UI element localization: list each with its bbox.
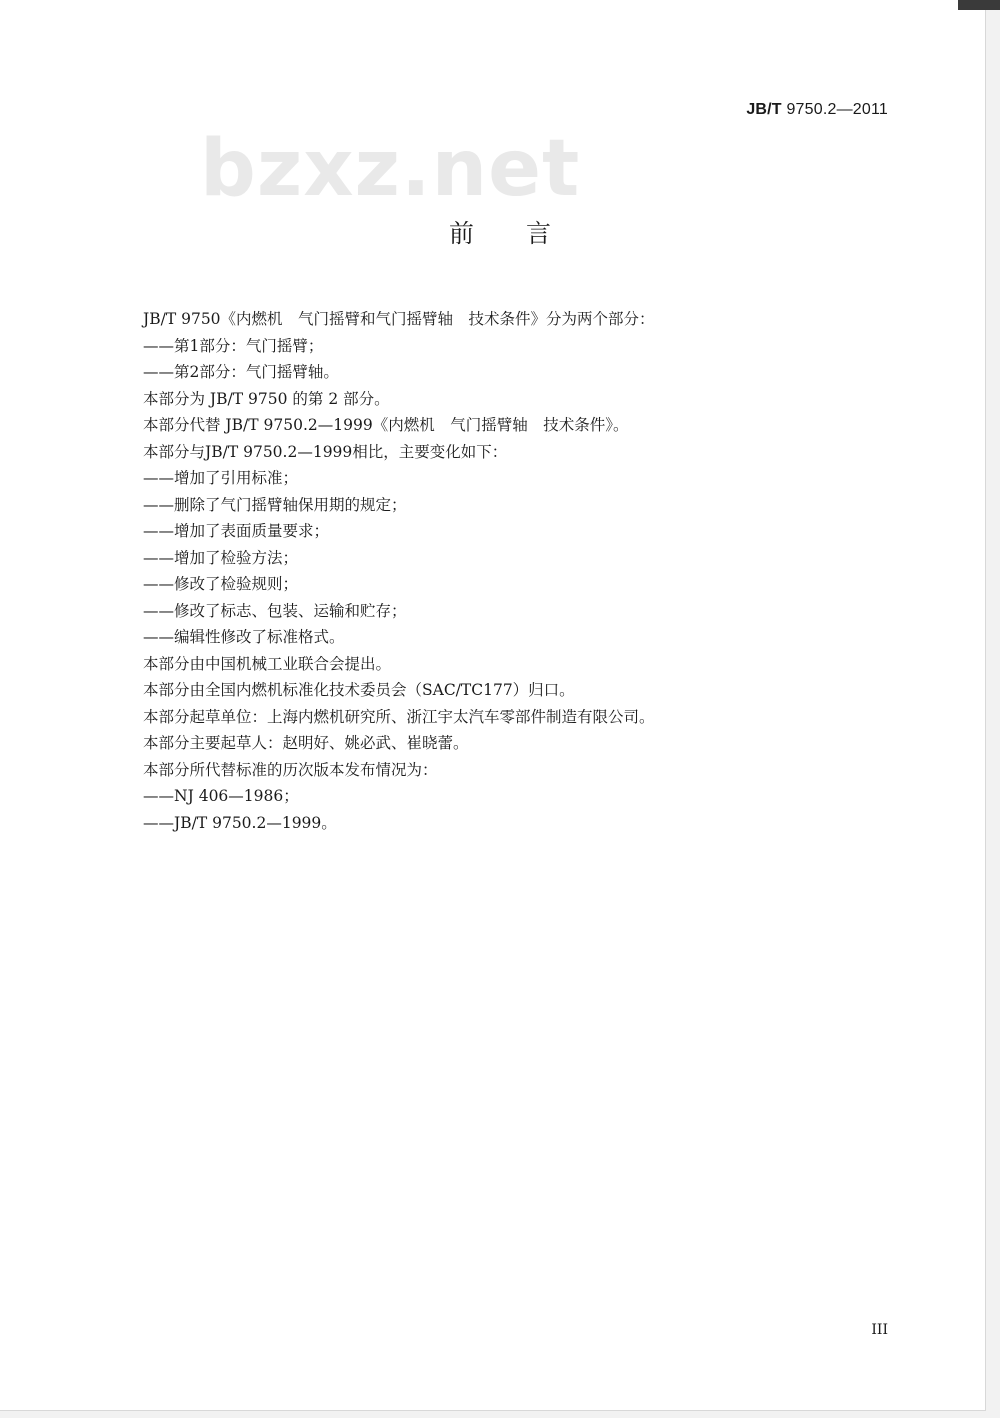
body-line: ——第1部分：气门摇臂； [143,336,324,355]
body-line: 本部分代替 JB/T 9750.2—1999《内燃机 气门摇臂轴 技术条件》。 [143,416,629,434]
body-line: ——修改了检验规则； [143,575,299,593]
body-line: ——第2部分：气门摇臂轴。 [143,363,339,381]
page-number: III [871,1322,888,1338]
body-line: 本部分主要起草人：赵明好、姚必武、崔晓蕾。 [143,734,469,752]
body-line: 本部分由中国机械工业联合会提出。 [143,654,392,673]
standard-code: 9750.2—2011 [781,101,888,118]
body-line: ——NJ 406—1986； [143,787,299,805]
body-line: JB/T 9750《内燃机 气门摇臂和气门摇臂轴 技术条件》分为两个部分： [143,310,655,328]
body-line: ——JB/T 9750.2—1999。 [143,813,337,832]
watermark: bzxz.net [200,124,581,214]
body-line: 本部分由全国内燃机标准化技术委员会（SAC/TC177）归口。 [143,681,575,699]
foreword-body [143,306,903,836]
body-line: ——修改了标志、包装、运输和贮存； [143,601,407,620]
body-line: ——删除了气门摇臂轴保用期的规定； [143,495,407,514]
page-title: 前言 [448,219,603,248]
corner-tab [958,0,1000,10]
body-line: 本部分为 JB/T 9750 的第 2 部分。 [143,389,390,408]
body-line: ——编辑性修改了标准格式。 [143,628,345,646]
standard-number [746,101,888,119]
body-line: 本部分与JB/T 9750.2—1999相比，主要变化如下： [143,442,508,461]
body-line: ——增加了引用标准； [143,469,299,487]
body-line: ——增加了表面质量要求； [143,522,330,540]
body-line: 本部分起草单位：上海内燃机研究所、浙江宇太汽车零部件制造有限公司。 [143,707,655,726]
body-line: 本部分所代替标准的历次版本发布情况为： [143,760,438,779]
body-line: ——增加了检验方法； [143,548,299,567]
standard-prefix: JB/T [746,101,782,118]
